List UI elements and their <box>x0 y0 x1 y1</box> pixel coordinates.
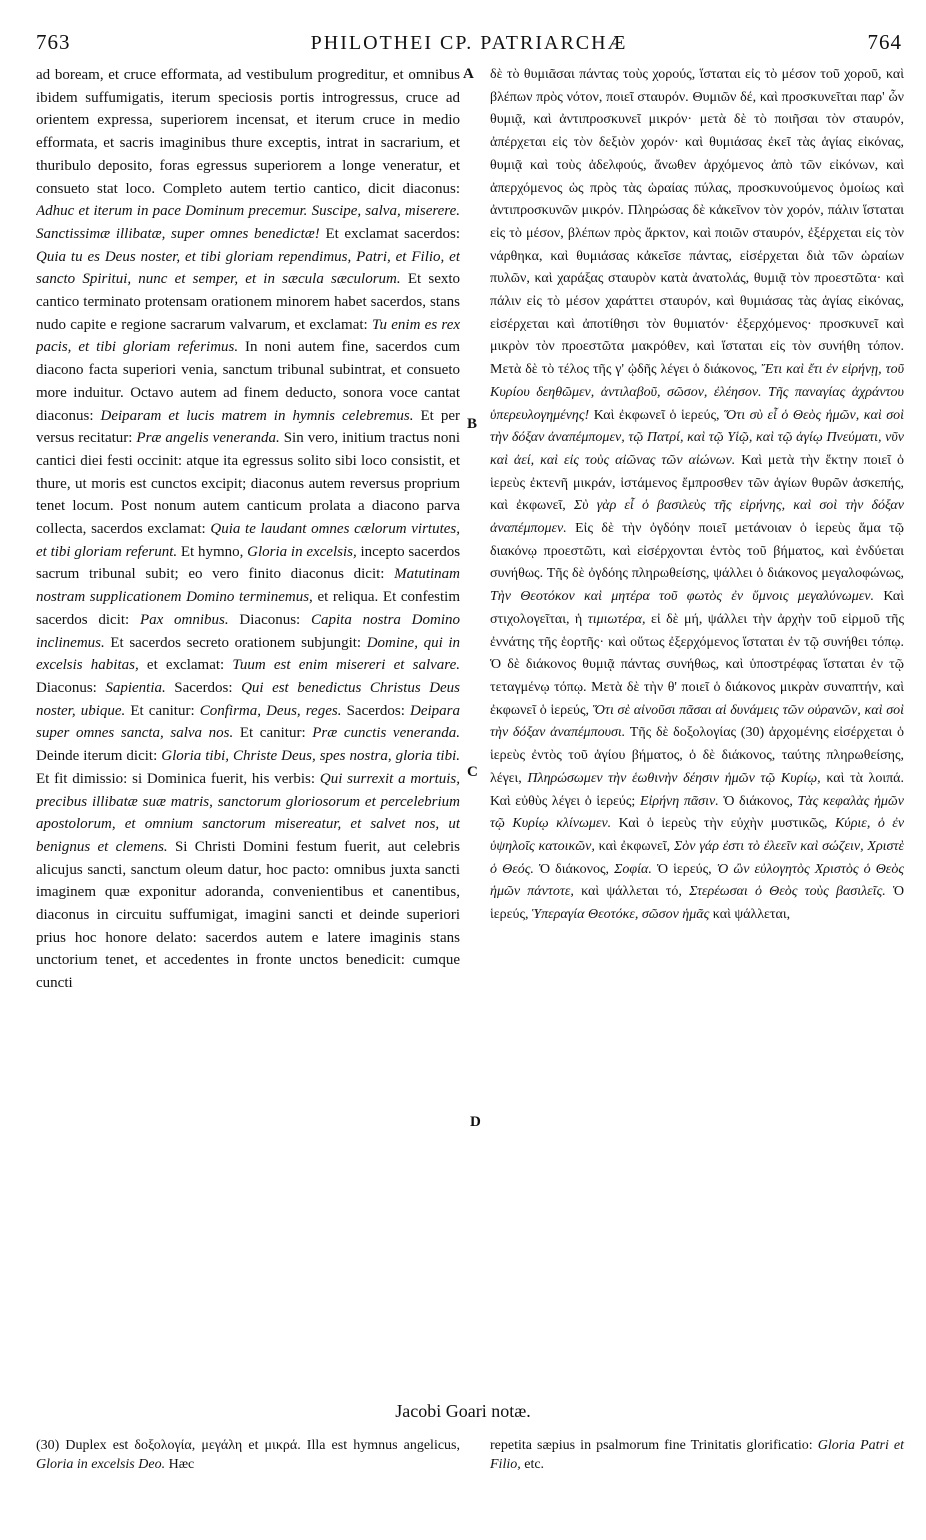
section-marker-d: D <box>470 1114 481 1130</box>
section-marker-a: A <box>463 66 474 82</box>
notes-heading: Jacobi Goari notæ. <box>395 1401 531 1421</box>
section-marker-c: C <box>467 764 478 780</box>
page-number-right: 764 <box>867 30 902 54</box>
footnote-left: (30) Duplex est δοξολογία, μεγάλη et μικρά. Illa est hymnus angelicus, Gloria in excelsis Deo. Hæc <box>36 1438 460 1472</box>
footnote-right: repetita sæpius in psalmorum fine Trinitatis glorificatio: Gloria Patri et Filio, etc. <box>490 1438 905 1472</box>
running-title: PHILOTHEI CP. PATRIARCHÆ <box>310 32 628 54</box>
page-header <box>36 30 902 56</box>
latin-text: ad boream, et cruce efformata, ad vestibulum progreditur, et omnibus ibidem suffumigatis, iterum speciosis portis introgressus, cruce ad orientem expressa, superiorem incensat, et iterum cruce in medio efformata, et sacris imaginibus thure exceptis, intrat in sacrarium, et thuribulo deposito, foras egressus superiorem a longe veneratur, et consueto stat loco. Completo autem tertio cantico, dicit diaconus: Adhuc et iterum in pace Dominum precemur. Suscipe, salva, miserere. Sanctissimæ illibatæ, super omnes benedictæ! Et exclamat sacerdos: Quia tu es Deus noster, et tibi gloriam rependimus, Patri, et Filio, et sancto Spiritui, nunc et semper, et in sæcula sæculorum. Et sexto cantico terminato protensam orationem minorem habet sacerdos, stans nudo capite e regione sacrarum valvarum, et exclamat: Tu enim es rex pacis, et tibi gloriam referimus. In noni autem fine, sacerdos cum diacono facta superiori venia, sanctum tribunal subintrat, et consueto more induitur. Octavo autem ad finem deducto, sonora voce cantat diaconus: Deiparam et lucis matrem in hymnis celebremus. Et per versus recitatur: Præ angelis veneranda. Sin vero, initium tractus noni cantici diei festi occinit: atque ita egressus solito sibi loco consistit, et thure, ut moris est cunctos excipit; diaconus autem reversus proprium tenet locum. Post nonum autem canticum prolata a diacono parva collecta, sacerdos exclamat: Quia te laudant omnes cælorum virtutes, et tibi gloriam referunt. Et hymno, Gloria in excelsis, incepto sacerdos sacrum tribunal subit; eo vero finito diaconus dicit: Matutinam nostram supplicationem Domino terminemus, et reliqua. Et confestim sacerdos dicit: Pax omnibus. Diaconus: Capita nostra Domino inclinemus. Et sacerdos secreto orationem subjungit: Domine, qui in excelsis habitas, et exclamat: Tuum est enim misereri et salvare. Diaconus: Sapientia. Sacerdos: Qui est benedictus Christus Deus noster, ubique. Et canitur: Confirma, Deus, reges. Sacerdos: Deipara super omnes sancta, salva nos. Et canitur: Præ cunctis veneranda. Deinde iterum dicit: Gloria tibi, Christe Deus, spes nostra, gloria tibi. Et fit dimissio: si Dominica fuerit, his verbis: Qui surrexit a mortuis, precibus illibatæ suæ matris, sanctorum gloriosorum et percelebrium apostolorum, et omnium sanctorum misereatur, et salvet nos, ut benignus et clemens. Si Christi Domini festum fuerit, aut celebris alicujus sancti, sanctum oleum datur, hoc pacto: omnibus juxta sancti imaginem quæ exponitur adoranda, convenientibus et canentibus, diaconus in circuitu suffumigat, imagini sancti et deinde superiori prius hoc honore delato: sacerdos autem e latere imaginis stans unctorium tenet, et accedentes in fronte unctos benedicit: cumque cuncti <box>36 67 460 992</box>
greek-text: δὲ τὸ θυμιᾶσαι πάντας τοὺς χορούς, ἵσταται εἰς τὸ μέσον τοῦ χοροῦ, καὶ βλέπων πρὸς νότον, ποιεῖ σταυρόν. Θυμιῶν δέ, καὶ προσκυνεῖται παρ' ὧν θυμιᾷ, καὶ ἀντιπροσκυνεῖ μικρόν· μετὰ δὲ τὸ ποιῆσαι τὸν σταυρόν, ἀπέρχεται εἰς τὸν δεξιὸν χορόν· καὶ θυμιάσας ἐκεῖ τὰς ἁγίας εἰκόνας, θυμιᾷ καὶ τοὺς ἀδελφούς, ἄνωθεν ἀρχόμενος ἀπὸ τῶν εἰκόνων, καὶ ἀπερχόμενος ὡς πρὸς τὰς ὡραίας πύλας, προσκυνούμενος ὁμοίως καὶ ἀντιπροσκυνῶν μικρόν. Πληρώσας δὲ κἀκεῖνον τὸν χορόν, πάλιν ἵσταται εἰς τὸ μέσον, βλέπων πρὸς ἄρκτον, καὶ ποιῶν σταυρόν, ἐξέρχεται εἰς τὸν νάρθηκα, καὶ θυμιάσας κἀκεῖσε πάντας, εἰσέρχεται διὰ τῶν ὡραίων πυλῶν, καὶ χαράξας σταυρὸν κατὰ ἀνατολάς, θυμιᾷ τὸν προεστῶτα· καὶ πάλιν εἰς τὸ μέσον χαράττει σταυρόν, καὶ θυμιάσας τὰς ἁγίας εἰκόνας, εἰσέρχεται καὶ ἀποτίθησι τὸν θυμιατόν· ἐξερχόμενος· προσκυνεῖ καὶ μικρὸν τὸν προεστῶτα μακρόθεν, καὶ ἵσταται εἰς τὸν συνήθη τόπον. Μετὰ δὲ τὸ τέλος τῆς γ' ᾠδῆς λέγει ὁ διάκονος, Ἔτι καὶ ἔτι ἐν εἰρήνῃ, τοῦ Κυρίου δεηθῶμεν, ἀντιλαβοῦ, σῶσον, ἐλέησον. Τῆς παναγίας ἀχράντου ὑπερευλογημένης! Καὶ ἐκφωνεῖ ὁ ἱερεύς, Ὅτι σὺ εἶ ὁ Θεὸς ἡμῶν, καὶ σοὶ τὴν δόξαν ἀναπέμπομεν, τῷ Πατρί, καὶ τῷ Υἱῷ, καὶ τῷ ἁγίῳ Πνεύματι, νῦν καὶ ἀεί, καὶ εἰς τοὺς αἰῶνας τῶν αἰώνων. Καὶ μετὰ τὴν ἕκτην ποιεῖ ὁ ἱερεὺς ἐκτενῆ μικράν, ἱστάμενος ἔμπροσθεν τῶν ἁγίων θυρῶν ἀσκεπής, καὶ ἐκφωνεῖ, Σὺ γὰρ εἶ ὁ βασιλεὺς τῆς εἰρήνης, καὶ σοὶ τὴν δόξαν ἀναπέμπομεν. Εἰς δὲ τὴν ὀγδόην ποιεῖ μετάνοιαν ὁ ἱερεὺς ἅμα τῷ διακόνῳ προεστῶτι, καὶ εἰσέρχονται ἐντὸς τοῦ βήματος, καὶ ἐνδύεται συνήθως. Τῆς δὲ ὀγδόης πληρωθείσης, ψάλλει ὁ διάκονος μεγαλοφώνως, Τὴν Θεοτόκον καὶ μητέρα τοῦ φωτὸς ἐν ὕμνοις μεγαλύνωμεν. Καὶ στιχολογεῖται, ἡ τιμιωτέρα, εἰ δὲ μή, ψάλλει τὴν ἀρχὴν τοῦ εἱρμοῦ τῆς ἐννάτης τῆς ἑορτῆς· καὶ οὕτως ἐξερχόμενος ἵσταται ἐν τῷ συνήθει τόπῳ. Ὁ δὲ διάκονος θυμιᾷ πάντας συνήθως, καὶ ὑποστρέφας ἵσταται ἐν τῷ τεταγμένῳ τόπῳ. Μετὰ δὲ τὴν θ' ποιεῖ ὁ διάκονος μικρὰν συναπτήν, καὶ ἐκφωνεῖ ὁ ἱερεύς, Ὅτι σὲ αἰνοῦσι πᾶσαι αἱ δυνάμεις τῶν οὐρανῶν, καὶ σοὶ τὴν δόξαν ἀναπέμπουσι. Τῆς δὲ δοξολογίας (30) ἀρχομένης εἰσέρχεται ὁ ἱερεὺς ἐντὸς τοῦ ἁγίου βήματος, ὁ δὲ διάκονος, ταύτης πληρωθείσης, λέγει, Πληρώσωμεν τὴν ἑωθινὴν δέησιν ἡμῶν τῷ Κυρίῳ, καὶ τὰ λοιπά. Καὶ εὐθὺς λέγει ὁ ἱερεύς; Εἰρήνη πᾶσιν. Ὁ διάκονος, Τὰς κεφαλὰς ἡμῶν τῷ Κυρίῳ κλίνωμεν. Καὶ ὁ ἱερεὺς τὴν εὐχὴν μυστικῶς, Κύριε, ὁ ἐν ὑψηλοῖς κατοικῶν, καὶ ἐκφωνεῖ, Σὸν γάρ ἐστι τὸ ἐλεεῖν καὶ σώζειν, Χριστὲ ὁ Θεός. Ὁ διάκονος, Σοφία. Ὁ ἱερεύς, Ὁ ὢν εὐλογητὸς Χριστὸς ὁ Θεὸς ἡμῶν πάντοτε, καὶ ψάλλεται τό, Στερέωσαι ὁ Θεὸς τοὺς βασιλεῖς. Ὁ ἱερεύς, Ὑπεραγία Θεοτόκε, σῶσον ἡμᾶς καὶ ψάλλεται, <box>490 67 904 923</box>
section-marker-b: B <box>467 416 478 432</box>
greek-column <box>490 64 904 1399</box>
latin-column <box>36 64 460 1399</box>
page-number-left: 763 <box>36 30 71 54</box>
